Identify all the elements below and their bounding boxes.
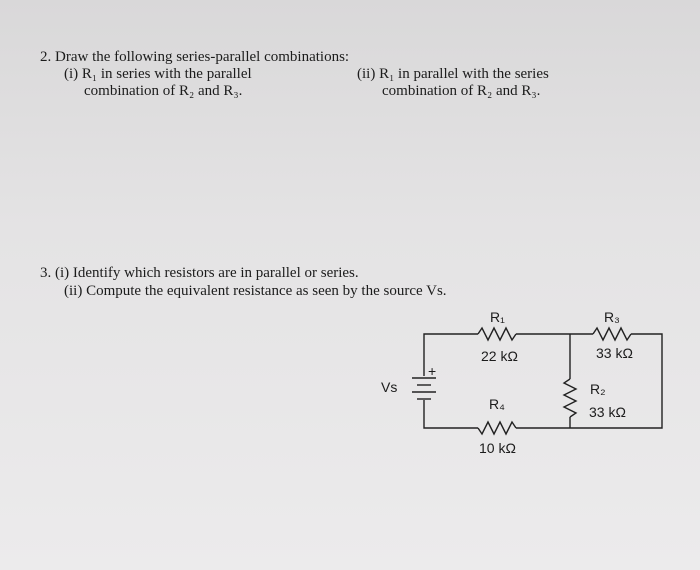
wire-bottom-left (424, 400, 478, 428)
question-2-heading: 2. Draw the following series-parallel combinations: (40, 49, 350, 65)
r1-value: 22 kΩ (481, 348, 518, 364)
resistor-r1-symbol (478, 328, 516, 340)
r1-name: R₁ (490, 309, 505, 325)
r4-value: 10 kΩ (479, 440, 516, 456)
question-2-part-ii-line1: (ii) R₁ in parallel with the series (357, 66, 549, 82)
r2-name: R₂ (590, 381, 606, 397)
question-2-part-ii-line2: combination of R₂ and R₃. (382, 83, 541, 99)
question-2-part-i-line2: combination of R₂ and R₃. (84, 83, 243, 99)
resistor-r2-symbol (564, 379, 576, 417)
question-3-part-ii: (ii) Compute the equivalent resistance as seen by the source Vs. (64, 283, 447, 299)
question-3-part-i: 3. (i) Identify which resistors are in parallel or series. (40, 265, 359, 281)
r2-value: 33 kΩ (589, 404, 626, 420)
resistor-r3-symbol (593, 328, 631, 340)
source-plus-label: + (428, 363, 437, 379)
resistor-r4-symbol (478, 422, 516, 434)
r3-name: R₃ (604, 309, 620, 325)
question-2-part-i-line1: (i) R₁ in series with the parallel (64, 66, 252, 82)
r4-name: R₄ (489, 396, 505, 412)
r3-value: 33 kΩ (596, 345, 633, 361)
battery-icon (412, 378, 436, 399)
source-label: Vs (381, 379, 398, 395)
